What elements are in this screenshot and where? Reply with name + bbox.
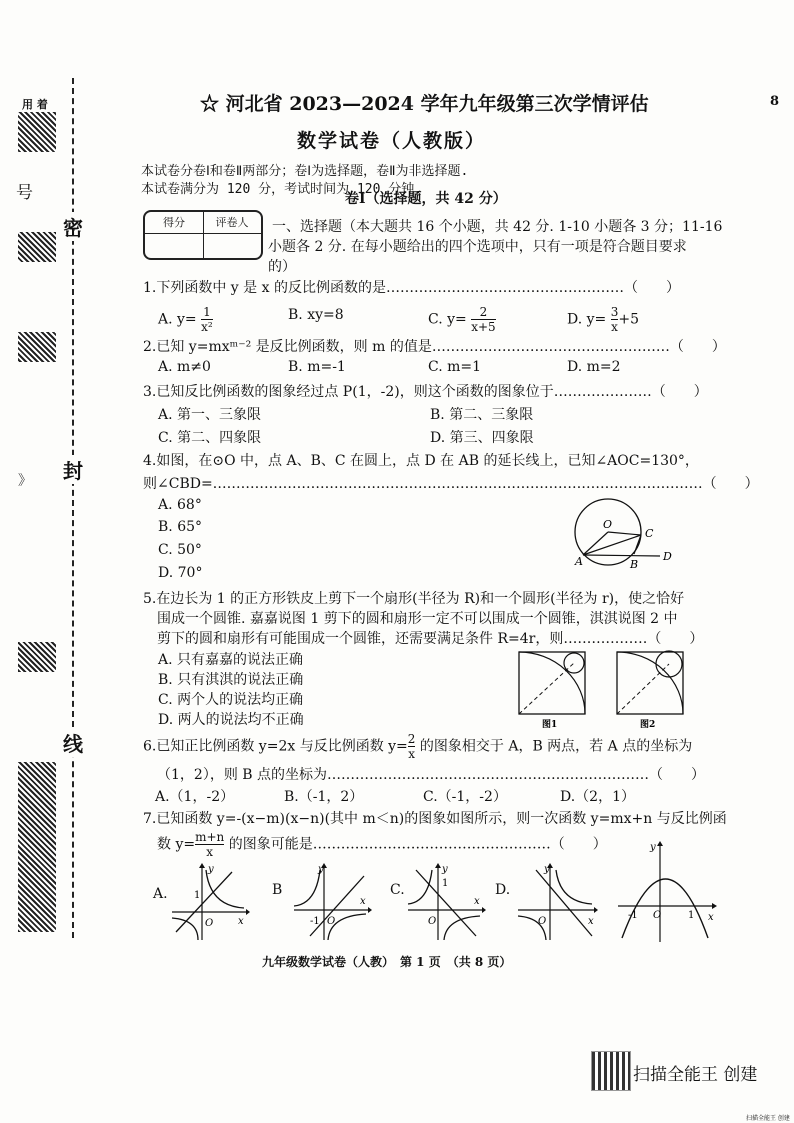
q2-stem: 2.已知 y=mxᵐ⁻² 是反比例函数，则 m 的值是……………………………………………（ ）	[143, 339, 726, 355]
instruction-line-3: 的）	[268, 259, 296, 275]
q7-option-c-label: C.	[390, 882, 405, 898]
q7-graph-b	[290, 862, 372, 942]
seal-dashed-line	[72, 78, 74, 938]
intro-line-1: 本试卷分卷Ⅰ和卷Ⅱ两部分；卷Ⅰ为选择题，卷Ⅱ为非选择题.	[141, 164, 469, 179]
q4-label-b: B	[630, 558, 639, 571]
q7-graph-a	[168, 862, 250, 942]
q7-option-d-label: D.	[495, 882, 511, 898]
q5-fig2-label: 图2	[640, 720, 656, 730]
q7-stem-2: 数 y= $\frac{m+n}{x}$ 的图象可能是……………………………………………（ ）	[157, 830, 607, 859]
q1-option-c: C. y= $\frac{2}{x+5}$	[428, 305, 496, 334]
q7-graph-d	[514, 862, 600, 942]
scanner-brand-mini: 扫描全能王 创建	[746, 1115, 790, 1122]
q5-stem-3: 剪下的圆和扇形有可能围成一个圆锥，还需要满足条件 R=4r，则………………（ ）	[157, 631, 704, 647]
q1-option-d: D. y= $\frac{3}{x}$ +5	[567, 305, 639, 334]
q4-option-d: D. 70°	[158, 565, 203, 581]
exam-subtitle: 数学试卷（人教版）	[297, 130, 487, 152]
q7-graph-c	[404, 862, 486, 942]
margin-top-text: 用 着	[22, 98, 48, 111]
q1-option-b: B. xy=8	[288, 307, 344, 323]
q7-option-b-label: B	[272, 882, 283, 898]
q4-option-b: B. 65°	[158, 519, 203, 535]
instruction-line-1: 一、选择题（本大题共 16 个小题，共 42 分. 1-10 小题各 3 分；11-16	[272, 219, 723, 235]
q7c-o: O	[428, 916, 437, 927]
seal-label-feng: 封	[63, 455, 83, 484]
q7b-y: y	[318, 864, 324, 875]
q6-option-a: A.（1，-2）	[155, 789, 235, 805]
q7c-y: y	[442, 864, 448, 875]
q6-stem-1: 6.已知正比例函数 y=2x 与反比例函数 y= $\frac{2}{x}$ 的图象相交于 A，B 两点，若 A 点的坐标为	[143, 732, 693, 761]
score-label: 得分	[163, 216, 185, 229]
q7a-o: O	[205, 918, 214, 929]
q5-option-a: A. 只有嘉嘉的说法正确	[158, 652, 304, 668]
score-box	[143, 210, 263, 260]
q6-option-b: B.（-1，2）	[284, 789, 364, 805]
exam-title: ☆ 河北省 2023—2024 学年九年级第三次学情评估	[200, 93, 649, 115]
qr-code-icon	[591, 1051, 631, 1091]
q7p-o: O	[653, 910, 662, 921]
q4-label-d: D	[663, 550, 672, 563]
q1-stem: 1.下列函数中 y 是 x 的反比例函数的是……………………………………………（ ）	[143, 280, 680, 296]
page-mark: 8	[770, 94, 780, 109]
q7b-neg-one: -1	[310, 916, 320, 927]
q4-label-c: C	[645, 527, 654, 540]
q7p-neg-one: -1	[628, 910, 638, 921]
q5-option-d: D. 两人的说法均不正确	[158, 712, 304, 728]
q6-stem-2: （1，2），则 B 点的坐标为……………………………………………………………（ ）	[157, 767, 706, 783]
q4-circle-figure	[570, 492, 690, 572]
q7a-x: x	[238, 916, 244, 927]
q5-figure-1	[516, 650, 592, 730]
instruction-line-2: 小题各 2 分. 在每小题给出的四个选项中，只有一项是符合题目要求	[268, 239, 687, 255]
q7d-x: x	[588, 916, 594, 927]
q4-option-c: C. 50°	[158, 542, 202, 558]
q3-option-c: C. 第二、四象限	[158, 430, 262, 446]
q7p-one: 1	[688, 910, 695, 921]
q7p-y: y	[650, 842, 656, 853]
q6-option-d: D.（2，1）	[560, 789, 635, 805]
page-footer: 九年级数学试卷（人教） 第 1 页 （共 8 页）	[262, 955, 512, 969]
q6-option-c: C.（-1，-2）	[423, 789, 507, 805]
q4-stem-2: 则∠CBD=……………………………………………………………………………………………（ ）	[143, 476, 759, 492]
q5-figure-2	[614, 650, 690, 730]
q5-fig1-label: 图1	[542, 720, 558, 730]
margin-hatch-strip	[18, 112, 56, 932]
q7-stem-1: 7.已知函数 y=-(x−m)(x−n)(其中 m＜n)的图象如图所示，则一次函数 y=mx+n 与反比例函	[143, 811, 727, 827]
q5-stem-1: 5.在边长为 1 的正方形铁皮上剪下一个扇形(半径为 R)和一个圆形(半径为 r)，使之恰好	[143, 591, 685, 607]
q5-option-b: B. 只有淇淇的说法正确	[158, 672, 304, 688]
q7b-x: x	[360, 896, 366, 907]
q7a-one: 1	[194, 890, 201, 901]
q7d-o: O	[538, 916, 547, 927]
q5-option-c: C. 两个人的说法均正确	[158, 692, 304, 708]
q5-stem-2: 围成一个圆锥. 嘉嘉说图 1 剪下的圆和扇形一定不可以围成一个圆锥，淇淇说图 2 中	[157, 611, 678, 627]
scanner-brand: 扫描全能王 创建	[633, 1065, 758, 1085]
seal-label-mi: 密	[63, 212, 83, 241]
q3-stem: 3.已知反比例函数的图象经过点 P(1，-2)，则这个函数的图象位于…………………（ ）	[143, 384, 708, 400]
q3-option-d: D. 第三、四象限	[430, 430, 534, 446]
q4-stem-1: 4.如图，在⊙O 中，点 A、B、C 在圆上，点 D 在 AB 的延长线上，已知∠AOC=130°，	[143, 453, 699, 469]
q7c-one: 1	[442, 878, 449, 889]
grader-label: 评卷人	[215, 216, 249, 229]
q3-option-a: A. 第一、三象限	[158, 407, 262, 423]
q3-option-b: B. 第二、三象限	[430, 407, 534, 423]
q7a-y: y	[208, 864, 214, 875]
q4-label-a: A	[575, 555, 583, 568]
q2-option-c: C. m=1	[428, 359, 482, 375]
intro-line-2: 本试卷满分为 120 分，考试时间为 120 分钟.	[141, 182, 423, 197]
q1-option-a: A. y= $\frac{1}{\text{x²}}$	[158, 305, 213, 334]
margin-mark-bracket: 》	[18, 473, 32, 489]
seal-label-xian: 线	[63, 728, 83, 757]
q7c-x: x	[474, 896, 480, 907]
q7b-o: O	[327, 916, 336, 927]
q2-option-a: A. m≠0	[158, 359, 211, 375]
q7p-x: x	[708, 912, 714, 923]
q2-option-b: B. m=-1	[288, 359, 346, 375]
q4-label-o: O	[603, 518, 613, 531]
margin-mark-hao: 号	[16, 183, 33, 203]
q7-option-a-label: A.	[153, 886, 168, 902]
q7-parabola-figure	[616, 840, 720, 944]
q4-option-a: A. 68°	[158, 497, 202, 513]
q2-option-d: D. m=2	[567, 359, 621, 375]
section-heading: 卷Ⅰ（选择题，共 42 分）	[345, 191, 507, 207]
q7d-y: y	[544, 864, 550, 875]
